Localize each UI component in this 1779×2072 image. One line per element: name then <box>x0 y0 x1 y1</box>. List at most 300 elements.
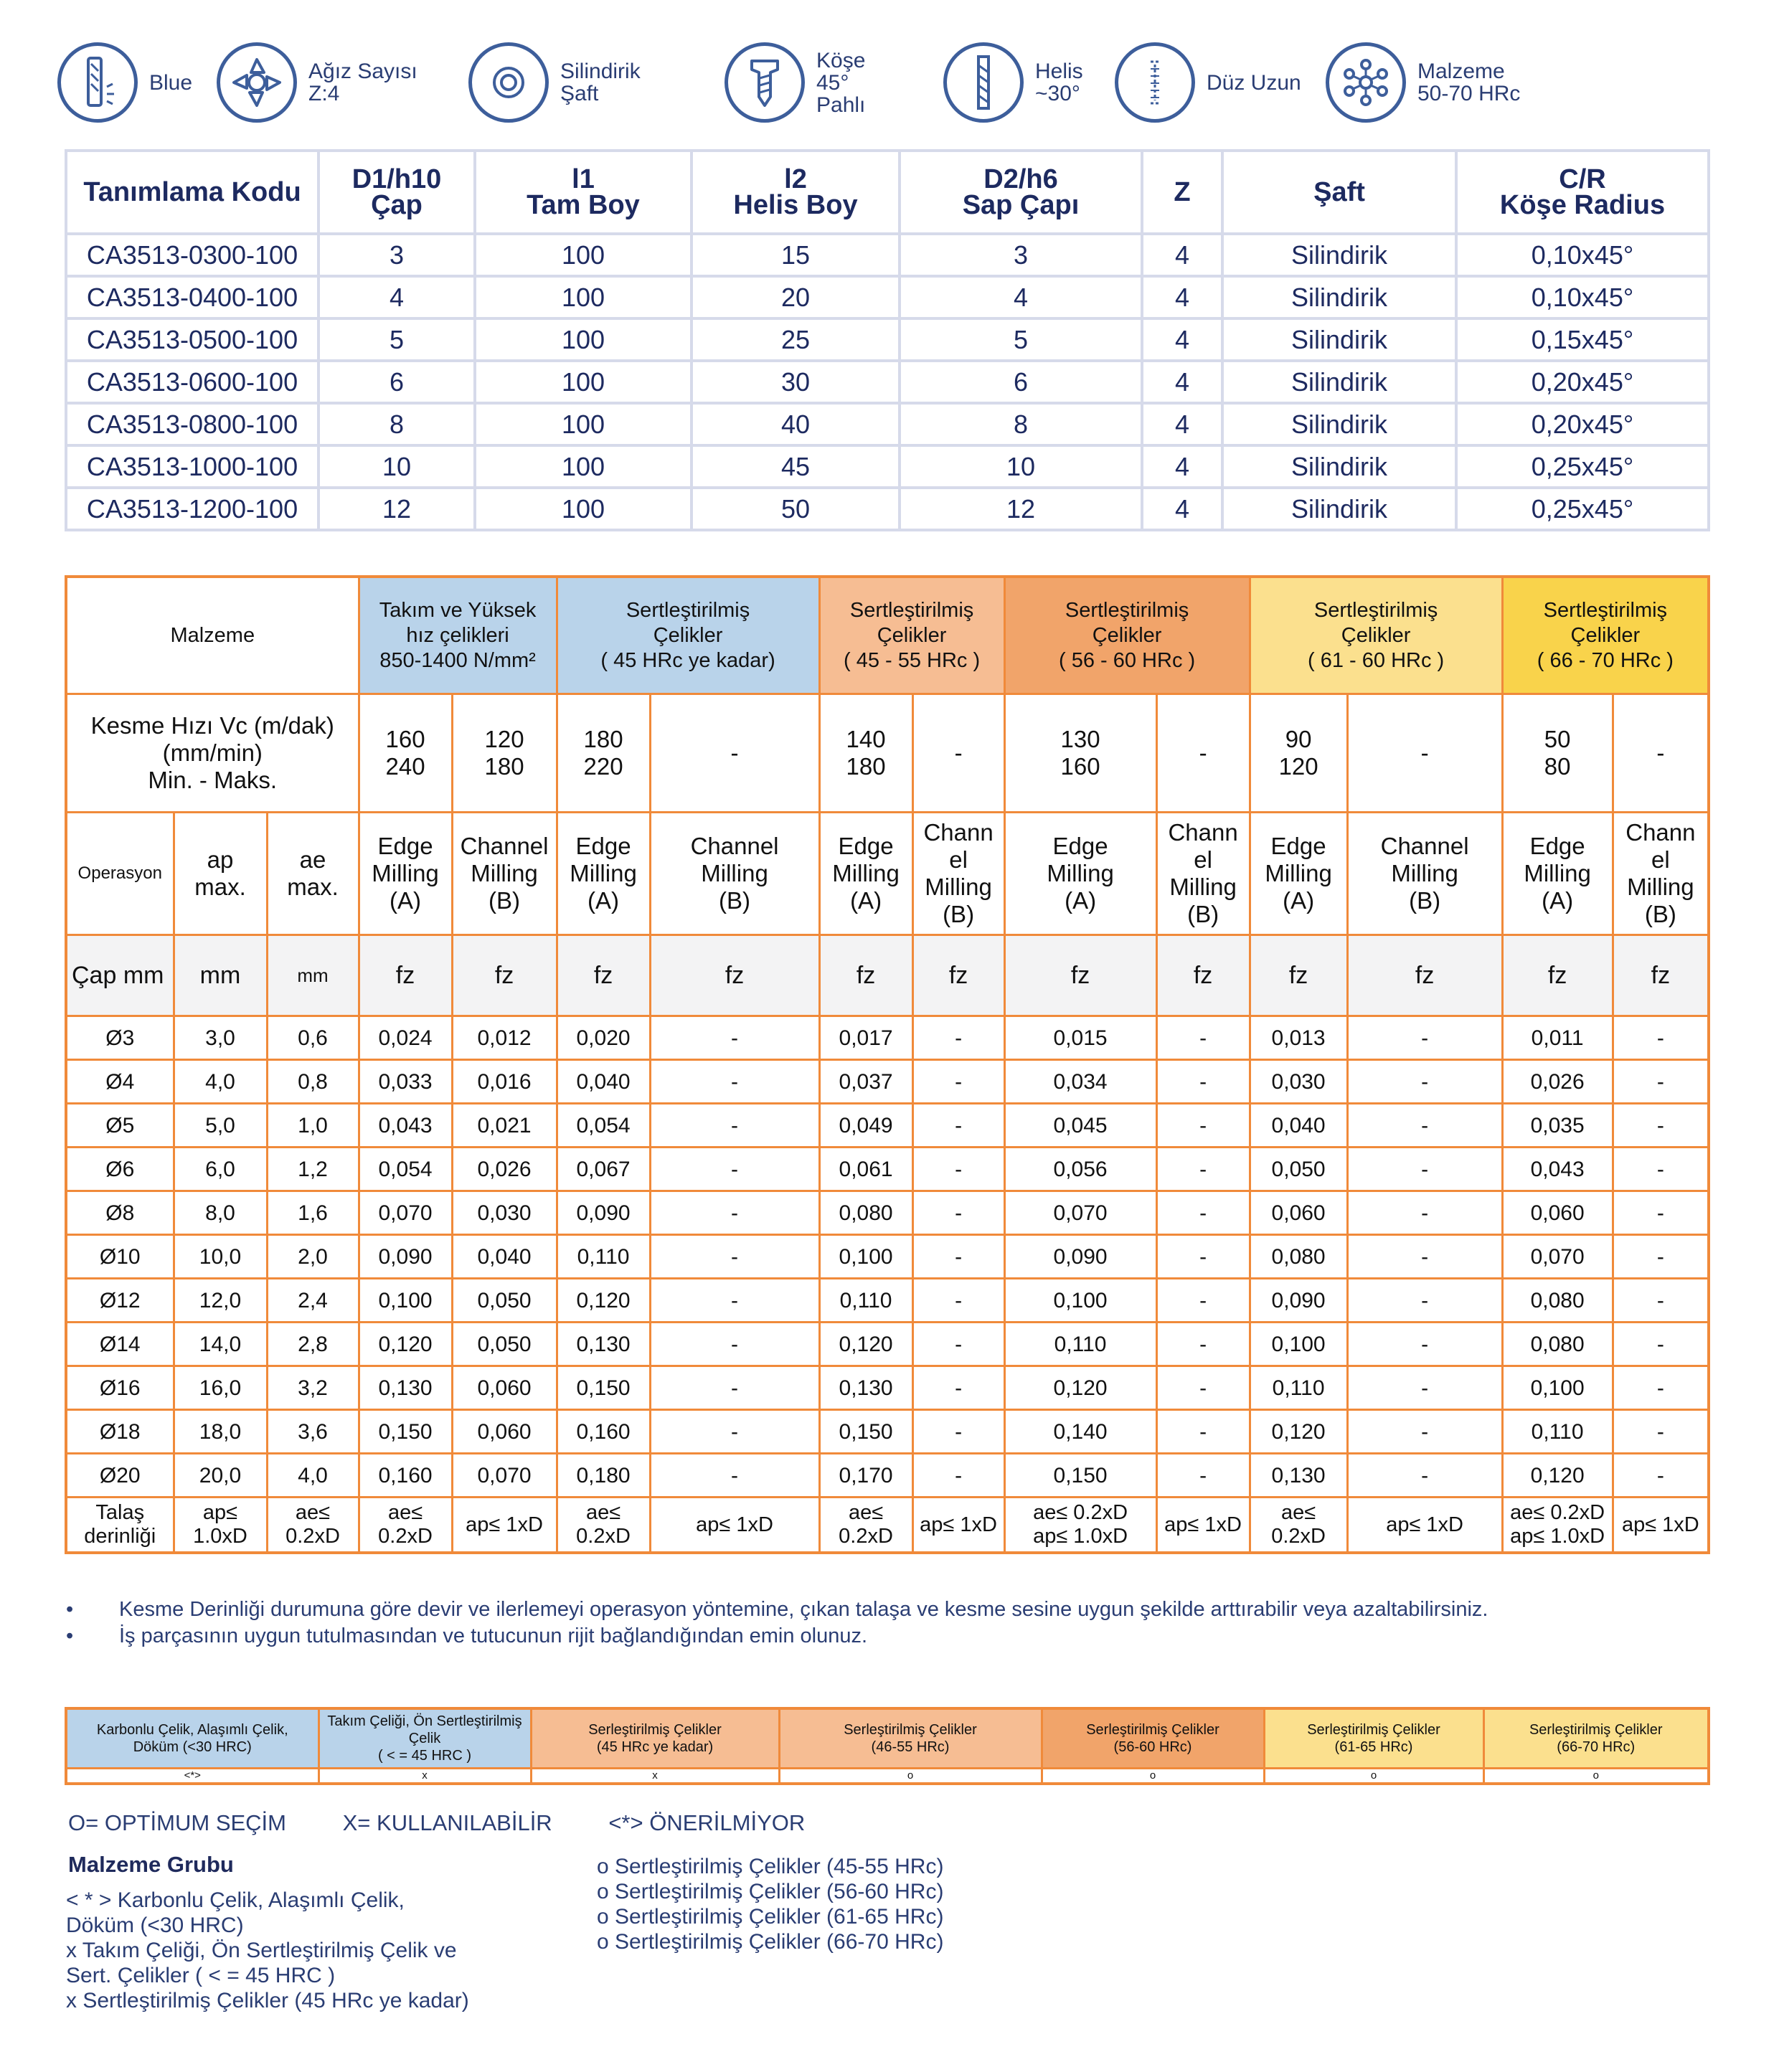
cutting-depth-cell-line: 0.2xD <box>286 1525 340 1548</box>
table-cell: 2,0 <box>267 1235 359 1279</box>
table-cell: - <box>1613 1148 1709 1191</box>
feature-label: Helis ~30° <box>1035 60 1083 105</box>
unit-cell: fz <box>1004 935 1156 1016</box>
table-cell: 45 <box>692 445 900 488</box>
column-header-line: Köşe Radius <box>1499 190 1666 220</box>
cutting-speed-value-line: 80 <box>1544 753 1571 780</box>
table-cell: 0,016 <box>452 1060 557 1104</box>
table-cell: 0,060 <box>1502 1191 1613 1235</box>
table-cell: 0,050 <box>452 1279 557 1323</box>
operation-type-line: (A) <box>1283 887 1315 914</box>
material-group-item: o Sertleştirilmiş Çelikler (61-65 HRc) <box>597 1905 944 1929</box>
operation-type-line: Milling <box>1047 860 1114 886</box>
material-group-header-line: hız çelikleri <box>406 623 509 647</box>
table-cell: 8 <box>318 403 475 445</box>
cutting-speed-value-line: 90 <box>1285 726 1312 752</box>
table-cell: - <box>1156 1060 1250 1104</box>
column-header <box>692 151 900 234</box>
cutting-speed-value-line: 160 <box>385 726 425 752</box>
table-cell: - <box>1613 1016 1709 1060</box>
operation-type <box>1347 813 1502 935</box>
operation-type-line: (B) <box>489 887 521 914</box>
operation-type <box>359 813 452 935</box>
table-cell: 3,6 <box>267 1410 359 1454</box>
endmill-coated-icon <box>57 42 138 123</box>
table-cell: 0,070 <box>1004 1191 1156 1235</box>
table-row <box>66 1323 1709 1366</box>
table-cell: 0,6 <box>267 1016 359 1060</box>
table-cell: Silindirik <box>1222 488 1456 530</box>
table-cell: Ø6 <box>66 1148 174 1191</box>
table-cell: - <box>912 1235 1004 1279</box>
cutting-depth-cell-line: ae≤ <box>848 1501 884 1524</box>
material-group-item: x Takım Çeliği, Ön Sertleştirilmiş Çelik ve <box>66 1939 457 1962</box>
operation-type-line: Milling <box>372 860 439 886</box>
table-cell: 100 <box>475 403 692 445</box>
table-cell: - <box>912 1016 1004 1060</box>
table-cell: 5 <box>900 318 1142 361</box>
legend-material-line: Takım Çeliği, Ön Sertleştirilmiş <box>327 1713 522 1729</box>
table-cell: 3 <box>900 234 1142 276</box>
legend-material-line: Serleştirilmiş Çelikler <box>1307 1722 1440 1738</box>
table-cell: 4 <box>318 276 475 318</box>
cutting-depth-cell-line: ae≤ <box>387 1501 423 1524</box>
material-group-header <box>1004 577 1250 694</box>
table-cell: CA3513-0400-100 <box>66 276 318 318</box>
table-cell: - <box>650 1060 819 1104</box>
cutting-depth-cell <box>1613 1498 1709 1553</box>
ap-max-label-line: ap <box>207 846 234 873</box>
cutting-depth-cell <box>1347 1498 1502 1553</box>
table-cell: 8 <box>900 403 1142 445</box>
table-cell: 0,100 <box>1004 1279 1156 1323</box>
table-cell: Silindirik <box>1222 361 1456 403</box>
legend-mark: <*> <box>66 1769 318 1784</box>
table-cell: 5 <box>318 318 475 361</box>
table-cell: 0,080 <box>819 1191 912 1235</box>
table-cell: 18,0 <box>174 1410 267 1454</box>
table-cell: 0,110 <box>1250 1366 1347 1410</box>
table-cell: 20 <box>692 276 900 318</box>
table-cell: 0,060 <box>452 1366 557 1410</box>
material-group-header-line: Çelikler <box>653 623 723 647</box>
operation-type <box>452 813 557 935</box>
material-group-item: < * > Karbonlu Çelik, Alaşımlı Çelik, <box>66 1888 405 1912</box>
operation-type <box>1502 813 1613 935</box>
operation-type-line: el <box>1651 846 1670 873</box>
table-cell: 10 <box>318 445 475 488</box>
table-cell: 0,040 <box>1250 1104 1347 1148</box>
material-group-header-line: Çelikler <box>1570 623 1641 647</box>
table-cell: 0,15x45° <box>1456 318 1709 361</box>
table-cell: 0,120 <box>1250 1410 1347 1454</box>
legend-header-row <box>66 1708 1709 1769</box>
cutting-speed-value-line: 160 <box>1060 753 1100 780</box>
cutting-speed-value-line: 120 <box>1278 753 1318 780</box>
table-row <box>66 1366 1709 1410</box>
table-cell: 2,4 <box>267 1279 359 1323</box>
table-cell: - <box>1613 1454 1709 1498</box>
table-cell: 0,037 <box>819 1060 912 1104</box>
table-cell: - <box>1347 1323 1502 1366</box>
material-group-item: o Sertleştirilmiş Çelikler (66-70 HRc) <box>597 1930 944 1954</box>
table-cell: 0,026 <box>1502 1060 1613 1104</box>
unit-cell: fz <box>912 935 1004 1016</box>
table-cell: 0,011 <box>1502 1016 1613 1060</box>
usage-notes <box>66 1596 1488 1650</box>
table-cell: CA3513-0300-100 <box>66 234 318 276</box>
feature-chamfer <box>725 36 865 129</box>
cutting-speed-row <box>66 694 1709 813</box>
material-group-header-line: Sertleştirilmiş <box>1543 598 1668 622</box>
operation-type-line: (B) <box>1644 901 1676 927</box>
cutting-speed-value <box>912 694 1004 813</box>
table-cell: 0,070 <box>1502 1235 1613 1279</box>
cutting-speed-value-line: - <box>1199 739 1207 766</box>
feature-straight-long <box>1115 36 1301 129</box>
table-cell: - <box>1347 1104 1502 1148</box>
table-cell: 0,10x45° <box>1456 234 1709 276</box>
legend-material <box>318 1708 531 1769</box>
legend-material <box>1264 1708 1483 1769</box>
cutting-depth-cell-line: ae≤ 0.2xD <box>1033 1501 1128 1524</box>
column-header-line: Z <box>1174 177 1191 207</box>
operation-type-line: Milling <box>570 860 637 886</box>
table-cell: 0,8 <box>267 1060 359 1104</box>
material-group-header-line: ( 45 HRc ye kadar) <box>600 648 775 672</box>
table-cell: CA3513-0600-100 <box>66 361 318 403</box>
cutting-speed-value-line: - <box>730 739 739 766</box>
operation-type-line: Milling <box>1524 860 1591 886</box>
material-icon <box>1326 42 1406 123</box>
material-group-header-line: Çelikler <box>877 623 947 647</box>
operation-type-line: Milling <box>1627 874 1694 900</box>
table-cell: - <box>650 1104 819 1148</box>
cutting-depth-cell <box>452 1498 557 1553</box>
cutting-depth-cell-line: derinliği <box>84 1525 156 1548</box>
table-cell: 0,110 <box>819 1279 912 1323</box>
table-cell: - <box>650 1323 819 1366</box>
material-group-header <box>359 577 557 694</box>
cutting-depth-cell <box>359 1498 452 1553</box>
legend-material-line: Serleştirilmiş Çelikler <box>1529 1722 1663 1738</box>
operation-type-line: Milling <box>925 874 992 900</box>
table-cell: 100 <box>475 276 692 318</box>
legend-material <box>66 1708 318 1769</box>
material-group-item: o Sertleştirilmiş Çelikler (56-60 HRc) <box>597 1880 944 1903</box>
table-cell: 0,160 <box>557 1410 650 1454</box>
cutting-speed-value-line: 140 <box>846 726 886 752</box>
legend-material <box>531 1708 779 1769</box>
operation-type-line: Edge <box>575 833 631 859</box>
table-row <box>66 403 1709 445</box>
cutting-depth-cell <box>174 1498 267 1553</box>
table-cell: - <box>650 1191 819 1235</box>
table-cell: 100 <box>475 234 692 276</box>
cutting-speed-value-line: 180 <box>484 753 524 780</box>
cutting-depth-cell-line: ap≤ 1xD <box>1386 1513 1463 1536</box>
table-cell: 3,2 <box>267 1366 359 1410</box>
legend-material <box>1042 1708 1264 1769</box>
table-cell: Ø5 <box>66 1104 174 1148</box>
cutting-speed-label-line: Min. - Maks. <box>148 767 278 793</box>
table-cell: - <box>650 1148 819 1191</box>
operation-type-line: Milling <box>1265 860 1332 886</box>
feature-flutes <box>217 36 417 129</box>
table-cell: - <box>912 1323 1004 1366</box>
table-cell: - <box>1613 1366 1709 1410</box>
table-cell: - <box>1156 1279 1250 1323</box>
cutting-speed-value-line: 180 <box>846 753 886 780</box>
feature-label: Malzeme 50-70 HRc <box>1417 60 1521 105</box>
material-suitability-table <box>65 1707 1710 1785</box>
table-cell: 100 <box>475 318 692 361</box>
table-cell: 0,150 <box>819 1410 912 1454</box>
table-cell: 0,034 <box>1004 1060 1156 1104</box>
cutting-speed-value <box>1156 694 1250 813</box>
table-cell: 0,090 <box>1004 1235 1156 1279</box>
operation-type-line: el <box>1194 846 1212 873</box>
operation-type-line: Milling <box>832 860 900 886</box>
operation-type-line: (A) <box>1542 887 1574 914</box>
operation-type <box>1156 813 1250 935</box>
table-cell: 0,017 <box>819 1016 912 1060</box>
operation-type-line: Chann <box>1168 819 1238 846</box>
table-cell: 20,0 <box>174 1454 267 1498</box>
table-cell: - <box>1347 1016 1502 1060</box>
column-header-line: Çap <box>371 190 423 220</box>
cutting-speed-value <box>557 694 650 813</box>
table-cell: 0,021 <box>452 1104 557 1148</box>
table-cell: Silindirik <box>1222 318 1456 361</box>
cutting-speed-value-line: - <box>1420 739 1429 766</box>
table-cell: 0,024 <box>359 1016 452 1060</box>
table-cell: 10,0 <box>174 1235 267 1279</box>
table-cell: 0,150 <box>359 1410 452 1454</box>
legend-material-line: (46-55 HRc) <box>871 1739 950 1755</box>
table-cell: 100 <box>475 488 692 530</box>
cutting-speed-value <box>1502 694 1613 813</box>
feature-label: Silindirik Şaft <box>560 60 641 105</box>
cutting-depth-cell <box>1004 1498 1156 1553</box>
table-cell: - <box>1156 1366 1250 1410</box>
table-cell: 4 <box>1142 318 1222 361</box>
table-cell: - <box>1347 1148 1502 1191</box>
cutting-depth-cell-line: 0.2xD <box>576 1525 631 1548</box>
straight-long-icon <box>1115 42 1195 123</box>
table-cell: - <box>1347 1060 1502 1104</box>
table-cell: 0,056 <box>1004 1148 1156 1191</box>
feature-label: Düz Uzun <box>1207 70 1301 95</box>
table-cell: - <box>1156 1410 1250 1454</box>
table-row <box>66 1454 1709 1498</box>
table-row <box>66 1148 1709 1191</box>
cutting-depth-cell-line: Talaş <box>95 1501 145 1524</box>
operation-type <box>819 813 912 935</box>
material-group-header-line: Sertleştirilmiş <box>626 598 750 622</box>
unit-cell: fz <box>1613 935 1709 1016</box>
cutting-depth-cell-line: ap≤ 1xD <box>466 1513 543 1536</box>
table-cell: 4,0 <box>174 1060 267 1104</box>
table-cell: 0,040 <box>452 1235 557 1279</box>
material-group-header <box>557 577 819 694</box>
table-cell: 0,120 <box>1004 1366 1156 1410</box>
operation-type-line: Milling <box>471 860 538 886</box>
table-cell: - <box>650 1454 819 1498</box>
feature-material <box>1326 36 1520 129</box>
operation-type-line: Edge <box>1529 833 1585 859</box>
cutting-speed-value <box>1347 694 1502 813</box>
unit-cell: fz <box>819 935 912 1016</box>
material-group-header <box>1250 577 1502 694</box>
table-cell: 3 <box>318 234 475 276</box>
feature-label: Blue <box>149 70 193 95</box>
helix-icon <box>943 42 1024 123</box>
table-cell: 30 <box>692 361 900 403</box>
legend-material-line: ( < = 45 HRC ) <box>377 1748 472 1764</box>
table-cell: 8,0 <box>174 1191 267 1235</box>
table-cell: 40 <box>692 403 900 445</box>
cutting-depth-cell <box>819 1498 912 1553</box>
table-cell: 0,110 <box>1502 1410 1613 1454</box>
table-cell: 4 <box>900 276 1142 318</box>
cutting-depth-cell-line: 0.2xD <box>839 1525 893 1548</box>
table-row <box>66 1016 1709 1060</box>
legend-material <box>1483 1708 1709 1769</box>
material-group-title: Malzeme Grubu <box>68 1852 234 1877</box>
table-cell: - <box>1613 1235 1709 1279</box>
table-cell: 0,020 <box>557 1016 650 1060</box>
table-cell: 1,0 <box>267 1104 359 1148</box>
unit-cell: fz <box>557 935 650 1016</box>
table-cell: 0,060 <box>452 1410 557 1454</box>
material-label: Malzeme <box>66 577 359 694</box>
operation-type-line: Edge <box>377 833 433 859</box>
table-cell: 100 <box>475 361 692 403</box>
legend-material-line: (61-65 HRc) <box>1334 1739 1413 1755</box>
table-cell: 0,150 <box>557 1366 650 1410</box>
material-group-list-left <box>66 1888 469 2013</box>
operation-type <box>650 813 819 935</box>
table-row <box>66 488 1709 530</box>
cylindrical-shank-icon <box>468 42 549 123</box>
column-header-line: Tam Boy <box>527 190 640 220</box>
table-cell: 0,080 <box>1502 1279 1613 1323</box>
cutting-depth-cell-line: 1.0xD <box>193 1525 247 1548</box>
legend-material-line: Serleştirilmiş Çelikler <box>844 1722 977 1738</box>
table-cell: - <box>650 1366 819 1410</box>
ap-max-label <box>174 813 267 935</box>
legend-material-line: Karbonlu Çelik, Alaşımlı Çelik, <box>96 1722 288 1738</box>
table-cell: - <box>1613 1323 1709 1366</box>
cutting-speed-value <box>819 694 912 813</box>
cutting-depth-cell <box>1156 1498 1250 1553</box>
table-cell: 0,080 <box>1250 1235 1347 1279</box>
column-header <box>1456 151 1709 234</box>
table-cell: - <box>1156 1016 1250 1060</box>
cutting-depth-cell-line: ae≤ <box>295 1501 331 1524</box>
column-header-line: C/R <box>1559 164 1606 194</box>
feature-label: Ağız Sayısı Z:4 <box>308 60 417 105</box>
table-cell: 0,043 <box>359 1104 452 1148</box>
cutting-speed-value-line: 50 <box>1544 726 1571 752</box>
table-cell: Ø12 <box>66 1279 174 1323</box>
table-cell: 0,049 <box>819 1104 912 1148</box>
material-group-row <box>66 577 1709 694</box>
table-cell: 0,054 <box>359 1148 452 1191</box>
table-cell: 3,0 <box>174 1016 267 1060</box>
table-cell: 0,070 <box>452 1454 557 1498</box>
material-group-header-line: Sertleştirilmiş <box>1313 598 1438 622</box>
table-cell: - <box>912 1060 1004 1104</box>
table-cell: 0,120 <box>1502 1454 1613 1498</box>
column-header-line: l1 <box>572 164 595 194</box>
operation-type-line: (B) <box>719 887 751 914</box>
table-cell: Ø16 <box>66 1366 174 1410</box>
table-cell: 0,067 <box>557 1148 650 1191</box>
table-cell: 4 <box>1142 488 1222 530</box>
table-row <box>66 361 1709 403</box>
operation-type-line: (A) <box>1065 887 1097 914</box>
feature-label: Köşe 45° Pahlı <box>816 48 866 117</box>
table-cell: Silindirik <box>1222 445 1456 488</box>
unit-cell: fz <box>452 935 557 1016</box>
table-cell: 0,20x45° <box>1456 403 1709 445</box>
table-cell: 4 <box>1142 445 1222 488</box>
material-group-header-line: ( 45 - 55 HRc ) <box>843 648 981 672</box>
table-cell: 6 <box>900 361 1142 403</box>
cutting-depth-cell-line: ap≤ 1.0xD <box>1033 1525 1128 1548</box>
operation-type-line: Channel <box>1380 833 1469 859</box>
legend-material-line: Döküm (<30 HRC) <box>133 1739 252 1755</box>
material-group-item: o Sertleştirilmiş Çelikler (45-55 HRc) <box>597 1855 944 1878</box>
legend-material-line: Serleştirilmiş Çelikler <box>588 1722 722 1738</box>
operation-type-line: Channel <box>460 833 549 859</box>
table-cell: 4 <box>1142 234 1222 276</box>
key-optimum: O= OPTİMUM SEÇİM <box>68 1810 286 1835</box>
cutting-depth-cell-line: ap≤ <box>202 1501 238 1524</box>
table-row <box>66 1279 1709 1323</box>
table-row <box>66 1060 1709 1104</box>
table-cell: 0,090 <box>359 1235 452 1279</box>
product-table <box>65 149 1710 531</box>
cutting-depth-cell-line: ap≤ 1xD <box>1164 1513 1242 1536</box>
cutting-depth-cell-line: ap≤ 1xD <box>1621 1513 1699 1536</box>
operation-type <box>1250 813 1347 935</box>
table-cell: 0,110 <box>557 1235 650 1279</box>
table-cell: 0,25x45° <box>1456 488 1709 530</box>
cutting-speed-value-line: - <box>954 739 963 766</box>
table-row <box>66 445 1709 488</box>
column-header-line: l2 <box>784 164 807 194</box>
unit-row <box>66 935 1709 1016</box>
column-header <box>1142 151 1222 234</box>
operation-type-line: (B) <box>943 901 975 927</box>
table-cell: 0,012 <box>452 1016 557 1060</box>
feature-strip <box>50 36 1557 129</box>
unit-cell: fz <box>1502 935 1613 1016</box>
unit-cell: fz <box>1250 935 1347 1016</box>
material-group-header-line: ( 56 - 60 HRc ) <box>1059 648 1196 672</box>
operation-type-line: Milling <box>1169 874 1237 900</box>
table-cell: 12,0 <box>174 1279 267 1323</box>
table-cell: 2,8 <box>267 1323 359 1366</box>
table-cell: - <box>650 1016 819 1060</box>
material-group-header-line: Sertleştirilmiş <box>1065 598 1189 622</box>
table-cell: 4 <box>1142 276 1222 318</box>
legend-material-line: Çelik <box>408 1731 441 1746</box>
table-cell: 0,045 <box>1004 1104 1156 1148</box>
